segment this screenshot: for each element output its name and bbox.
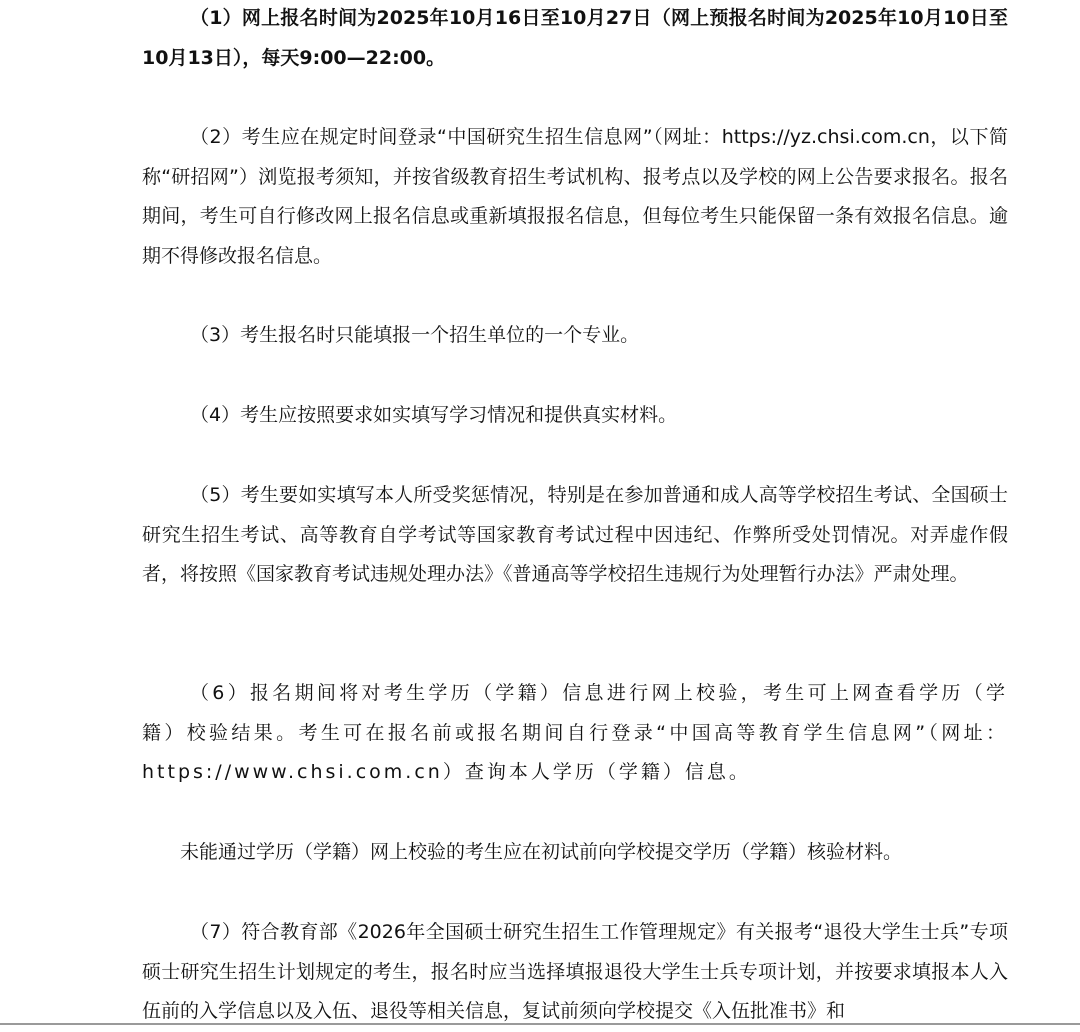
paragraph-veteran-plan: （7）符合教育部《2026年全国硕士研究生招生工作管理规定》有关报考“退役大学生士兵”专项硕士研究生招生计划规定的考生，报名时应当选择填报退役大学生士兵专项计划，并按要求填报本人入伍前的入学信息以及入伍、退役等相关信息，复试前须向学校提交《入伍批准书》和 <box>142 921 1008 1022</box>
paragraph-rewards-punishments: （5）考生要如实填写本人所受奖惩情况，特别是在参加普通和成人高等学校招生考试、全国硕士研究生招生考试、高等教育自学考试等国家教育考试过程中因违纪、作弊所受处罚情况。对弄虚作假者，将按照《国家教育考试违规处理办法》《普通高等学校招生违规行为处理暂行办法》严肃处理。 <box>142 484 1008 585</box>
paragraph-login-requirement: （2）考生应在规定时间登录“中国研究生招生信息网”（网址：https://yz.chsi.com.cn，以下简称“研招网”）浏览报考须知，并按省级教育招生考试机构、报考点以及学校的网上公告要求报名。报名期间，考生可自行修改网上报名信息或重新填报报名信息，但每位考生只能保留一条有效报名信息。逾期不得修改报名信息。 <box>142 126 1008 267</box>
paragraph-registration-time: （1）网上报名时间为2025年10月16日至10月27日（网上预报名时间为2025年10月10日至10月13日），每天9:00—22:00。 <box>142 7 1008 69</box>
paragraph-single-major: （3）考生报名时只能填报一个招生单位的一个专业。 <box>190 324 640 346</box>
paragraph-truthful-materials: （4）考生应按照要求如实填写学习情况和提供真实材料。 <box>190 404 678 426</box>
paragraph-degree-verification: （6）报名期间将对考生学历（学籍）信息进行网上校验，考生可上网查看学历（学籍）校验结果。考生可在报名前或报名期间自行登录“中国高等教育学生信息网”（网址：https://www.chsi.com.cn）查询本人学历（学籍）信息。 <box>142 682 1008 783</box>
paragraph-verification-materials: 未能通过学历（学籍）网上校验的考生应在初试前向学校提交学历（学籍）核验材料。 <box>180 841 903 863</box>
